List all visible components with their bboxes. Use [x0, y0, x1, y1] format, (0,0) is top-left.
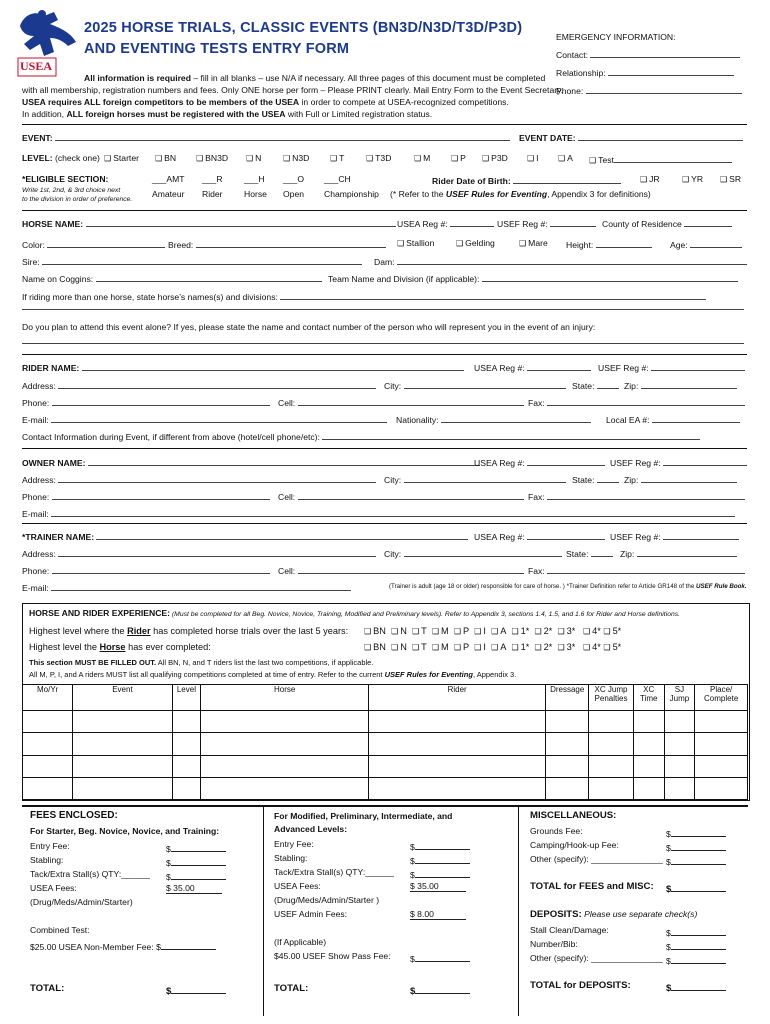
owner-usea-reg[interactable]: USEA Reg #:: [474, 456, 605, 468]
col-horse: Horse: [201, 685, 369, 711]
col1-stabling-input[interactable]: $: [166, 855, 226, 868]
col1-total-input[interactable]: $: [166, 983, 226, 997]
col1-drug: (Drug/Meds/Admin/Starter): [30, 897, 133, 907]
event-date-field[interactable]: EVENT DATE:: [519, 131, 743, 143]
col2-usea-fees: USEA Fees:: [274, 881, 321, 891]
deposit-other-input[interactable]: $: [666, 953, 726, 966]
rider-state[interactable]: State:: [572, 379, 619, 391]
col2-entry-fee-input[interactable]: $: [410, 839, 470, 852]
level-t[interactable]: ❑ T: [330, 153, 344, 163]
horse-dam[interactable]: Dam:: [374, 255, 747, 267]
trainer-fax[interactable]: Fax:: [528, 564, 745, 576]
section-ch[interactable]: ___CH: [324, 174, 351, 184]
level-t3d[interactable]: ❑ T3D: [366, 153, 391, 163]
horse-coggins[interactable]: Name on Coggins:: [22, 272, 322, 284]
rider-city[interactable]: City:: [384, 379, 566, 391]
level-a[interactable]: ❑ A: [558, 153, 573, 163]
horse-more-line[interactable]: [22, 300, 744, 312]
mpia-note: All M, P, I, and A riders MUST list all qualifying competitions completed at time of entry. Refer to the current USEF Rules for Eventing, Appendix 3.: [29, 670, 517, 679]
eligible-note1: Write 1st, 2nd, & 3rd choice next: [22, 187, 121, 194]
col2-stabling-input[interactable]: $: [410, 853, 470, 866]
horse-level-options[interactable]: ❑ BN ❑ N ❑ T ❑ M ❑ P ❑ I ❑ A ❑ 1* ❑ 2* ❑ 3* ❑ 4* ❑ 5*: [364, 642, 621, 652]
owner-cell[interactable]: Cell:: [278, 490, 524, 502]
col2-tack: Tack/Extra Stall(s) QTY:______: [274, 867, 394, 877]
owner-phone[interactable]: Phone:: [22, 490, 270, 502]
col1-total-label: TOTAL:: [30, 983, 65, 994]
misc-grounds-input[interactable]: $: [666, 826, 726, 839]
level-bn[interactable]: ❑ BN: [155, 153, 176, 163]
col1-tack-input[interactable]: $: [166, 869, 226, 882]
misc-camping-input[interactable]: $: [666, 840, 726, 853]
col1-entry-fee-input[interactable]: $: [166, 841, 226, 854]
rider-fax[interactable]: Fax:: [528, 396, 745, 408]
emergency-contact[interactable]: Contact:: [556, 48, 740, 60]
col2-drug: (Drug/Meds/Admin/Starter ): [274, 895, 380, 905]
level-n3d[interactable]: ❑ N3D: [283, 153, 309, 163]
col2-total-label: TOTAL:: [274, 983, 309, 994]
trainer-zip[interactable]: Zip:: [620, 547, 737, 559]
deposit-stall-input[interactable]: $: [666, 925, 726, 938]
trainer-email[interactable]: E-mail:: [22, 581, 351, 593]
misc-camping: Camping/Hook-up Fee:: [530, 840, 619, 850]
horse-height[interactable]: Height:: [566, 238, 652, 250]
rider-cell[interactable]: Cell:: [278, 396, 524, 408]
usea-logo: [14, 6, 82, 78]
rider-phone[interactable]: Phone:: [22, 396, 270, 408]
emergency-phone[interactable]: Phone:: [556, 84, 742, 96]
col2-usef-amount: $ 8.00: [410, 909, 466, 920]
col-event: Event: [73, 685, 172, 711]
col-dressage: Dressage: [546, 685, 589, 711]
fees-col1-head: For Starter, Beg. Novice, Novice, and Training:: [30, 826, 220, 836]
emergency-relationship[interactable]: Relationship:: [556, 66, 734, 78]
rider-highest-level: Highest level where the Rider has completed horse trials over the last 5 years:: [29, 626, 349, 636]
deposit-bib-input[interactable]: $: [666, 939, 726, 952]
fees-divider-2: [518, 806, 519, 1016]
rider-name-field[interactable]: RIDER NAME:: [22, 361, 464, 373]
rider-level-options[interactable]: ❑ BN ❑ N ❑ T ❑ M ❑ P ❑ I ❑ A ❑ 1* ❑ 2* ❑ 3* ❑ 4* ❑ 5*: [364, 626, 621, 636]
col-xc-jump: XC Jump Penalties: [589, 685, 634, 711]
show-pass-fee: $45.00 USEF Show Pass Fee:: [274, 951, 391, 961]
eligible-note2: to the division in order of preference.: [22, 196, 133, 203]
rider-dob-field[interactable]: Rider Date of Birth:: [432, 174, 621, 186]
total-deposits: TOTAL for DEPOSITS:: [530, 980, 631, 991]
must-fill-note: This section MUST BE FILLED OUT. All BN, N, and T riders list the last two competitions, if applicable.: [29, 658, 374, 667]
col2-stabling: Stabling:: [274, 853, 308, 863]
horse-breed[interactable]: Breed:: [168, 238, 386, 250]
age-jr[interactable]: ❑ JR: [640, 174, 660, 184]
col-place: Place/ Complete: [695, 685, 748, 711]
trainer-phone[interactable]: Phone:: [22, 564, 270, 576]
col-level: Level: [172, 685, 201, 711]
level-starter[interactable]: ❑ Starter: [104, 153, 139, 163]
section-o[interactable]: ___O: [283, 174, 305, 184]
fees-divider-1: [263, 806, 264, 1016]
intro-line3: USEA requires ALL foreign competitors to be members of the USEA in order to compete at USEA-recognized competitions.: [22, 97, 509, 107]
total-fees-misc-input[interactable]: $: [666, 881, 726, 895]
misc-grounds: Grounds Fee:: [530, 826, 583, 836]
section-ch-name: Championship: [324, 189, 379, 199]
horse-team[interactable]: Team Name and Division (if applicable):: [328, 272, 738, 284]
trainer-usef-reg[interactable]: USEF Reg #:: [610, 530, 739, 542]
level-m[interactable]: ❑ M: [414, 153, 430, 163]
horse-mare[interactable]: ❑ Mare: [519, 238, 548, 248]
col1-usea-fees: USEA Fees:: [30, 883, 77, 893]
col1-usea-amount: $ 35.00: [166, 883, 222, 894]
form-title-line1: 2025 HORSE TRIALS, CLASSIC EVENTS (BN3D/N3D/T3D/P3D): [84, 20, 523, 36]
rider-local-ea[interactable]: Local EA #:: [606, 413, 740, 425]
col2-usef-admin: USEF Admin Fees:: [274, 909, 348, 919]
show-pass-input[interactable]: $: [410, 951, 470, 964]
owner-zip[interactable]: Zip:: [624, 473, 737, 485]
col-moyr: Mo/Yr: [23, 685, 73, 711]
form-title-line2: AND EVENTING TESTS ENTRY FORM: [84, 41, 350, 57]
trainer-cell[interactable]: Cell:: [278, 564, 524, 576]
total-deposits-input[interactable]: $: [666, 980, 726, 994]
if-applicable: (If Applicable): [274, 937, 327, 947]
age-sr[interactable]: ❑ SR: [720, 174, 741, 184]
rider-usea-reg[interactable]: USEA Reg #:: [474, 361, 591, 373]
fees-col2-head1: For Modified, Preliminary, Intermediate, and: [274, 811, 453, 821]
owner-fax[interactable]: Fax:: [528, 490, 745, 502]
fees-title: FEES ENCLOSED:: [30, 810, 118, 821]
level-p[interactable]: ❑ P: [451, 153, 466, 163]
experience-table: [22, 684, 748, 800]
section-h[interactable]: ___H: [244, 174, 265, 184]
logo-text: USEA: [20, 59, 53, 73]
eligible-label: *ELIGIBLE SECTION:: [22, 174, 109, 184]
horse-stallion[interactable]: ❑ Stallion: [397, 238, 434, 248]
section-r-name: Rider: [202, 189, 223, 199]
age-yr[interactable]: ❑ YR: [682, 174, 703, 184]
rider-nationality[interactable]: Nationality:: [396, 413, 591, 425]
col2-entry-fee: Entry Fee:: [274, 839, 314, 849]
misc-title: MISCELLANEOUS:: [530, 810, 617, 821]
col-xc-time: XC Time: [633, 685, 664, 711]
deposits-title: DEPOSITS: Please use separate check(s): [530, 909, 698, 920]
horse-county[interactable]: County of Residence: [602, 217, 732, 229]
owner-usef-reg[interactable]: USEF Reg #:: [610, 456, 747, 468]
section-amt-name: Amateur: [152, 189, 185, 199]
trainer-address[interactable]: Address:: [22, 547, 376, 559]
owner-name-field[interactable]: OWNER NAME:: [22, 456, 480, 468]
horse-more-horses[interactable]: If riding more than one horse, state horse’s names(s) and divisions:: [22, 290, 706, 302]
deposit-bib: Number/Bib:: [530, 939, 578, 949]
rider-zip[interactable]: Zip:: [624, 379, 737, 391]
level-test[interactable]: ❑ Test: [589, 153, 732, 165]
level-p3d[interactable]: ❑ P3D: [482, 153, 508, 163]
col2-tack-input[interactable]: $: [410, 867, 470, 880]
total-fees-misc: TOTAL for FEES and MISC:: [530, 881, 654, 892]
attend-alone-line[interactable]: [22, 334, 744, 346]
table-row[interactable]: [23, 733, 748, 755]
col1-tack: Tack/Extra Stall(s) QTY:______: [30, 869, 150, 879]
trainer-state[interactable]: State:: [566, 547, 613, 559]
col-sj-jump: SJ Jump: [664, 685, 695, 711]
rider-address[interactable]: Address:: [22, 379, 376, 391]
horse-sire[interactable]: Sire:: [22, 255, 362, 267]
owner-address[interactable]: Address:: [22, 473, 376, 485]
table-row[interactable]: [23, 777, 748, 799]
horse-highest-level: Highest level the Horse has ever completed:: [29, 642, 211, 652]
horse-usef-reg[interactable]: USEF Reg #:: [497, 217, 596, 229]
col-rider: Rider: [368, 685, 545, 711]
trainer-name-field[interactable]: *TRAINER NAME:: [22, 530, 468, 542]
col2-usea-amount: $ 35.00: [410, 881, 466, 892]
col1-stabling: Stabling:: [30, 855, 64, 865]
intro-line2: with all membership, registration numbers and fees. Only ONE horse per form – Please PRINT clearly. Mail Entry Form to the Event Secretary.: [22, 85, 564, 95]
intro-line4: In addition, ALL foreign horses must be registered with the USEA with Full or Limited registration status.: [22, 109, 433, 119]
level-i[interactable]: ❑ I: [527, 153, 539, 163]
table-row[interactable]: [23, 711, 748, 733]
misc-other-input[interactable]: $: [666, 854, 726, 867]
horse-age[interactable]: Age:: [670, 238, 742, 250]
owner-state[interactable]: State:: [572, 473, 619, 485]
rider-usef-reg[interactable]: USEF Reg #:: [598, 361, 745, 373]
rider-contact-during[interactable]: Contact Information during Event, if different from above (hotel/cell phone/etc):: [22, 430, 700, 442]
table-row[interactable]: [23, 755, 748, 777]
col1-entry-fee: Entry Fee:: [30, 841, 70, 851]
level-label: LEVEL: (check one): [22, 153, 100, 163]
misc-other: Other (specify): _______________: [530, 854, 663, 864]
attend-alone: Do you plan to attend this event alone? If yes, please state the name and contact number of the person who will represent you in the event of an injury:: [22, 322, 596, 332]
experience-title: HORSE AND RIDER EXPERIENCE: (Must be completed for all Beg. Novice, Novice, Training, Modified and Preliminary levels). Refer to Appendix 3, sections 1.4, 1.5, and 1.6 for Rider and Horse definitions.: [29, 608, 681, 618]
intro-line1: All information is required – fill in all blanks – use N/A if necessary. All three pages of this document must be completed: [84, 73, 546, 83]
trainer-city[interactable]: City:: [384, 547, 562, 559]
col2-total-input[interactable]: $: [410, 983, 470, 997]
refer-note: (* Refer to the USEF Rules for Eventing, Appendix 3 for definitions): [390, 189, 651, 199]
horse-gelding[interactable]: ❑ Gelding: [456, 238, 495, 248]
section-amt[interactable]: ___AMT: [152, 174, 185, 184]
section-h-name: Horse: [244, 189, 267, 199]
emergency-title: EMERGENCY INFORMATION:: [556, 32, 676, 42]
fees-col2-head2: Advanced Levels:: [274, 824, 348, 834]
owner-city[interactable]: City:: [384, 473, 566, 485]
owner-email[interactable]: E-mail:: [22, 507, 735, 519]
level-n[interactable]: ❑ N: [246, 153, 261, 163]
trainer-note: (Trainer is adult (age 18 or older) responsible for care of horse. ) *Trainer Definition refer to Article GR148 of the USEF Rule Book.: [389, 583, 747, 590]
horse-usea-reg[interactable]: USEA Reg #:: [397, 217, 494, 229]
horse-color[interactable]: Color:: [22, 238, 165, 250]
deposit-stall: Stall Clean/Damage:: [530, 925, 609, 935]
nonmember-fee[interactable]: $25.00 USEA Non-Member Fee: $: [30, 939, 216, 952]
trainer-usea-reg[interactable]: USEA Reg #:: [474, 530, 605, 542]
combined-test: Combined Test:: [30, 925, 90, 935]
horse-name-field[interactable]: HORSE NAME:: [22, 217, 396, 229]
section-r[interactable]: ___R: [202, 174, 223, 184]
section-o-name: Open: [283, 189, 305, 199]
rider-email[interactable]: E-mail:: [22, 413, 387, 425]
deposit-other: Other (specify): _______________: [530, 953, 663, 963]
event-field[interactable]: EVENT:: [22, 131, 510, 143]
level-bn3d[interactable]: ❑ BN3D: [196, 153, 228, 163]
